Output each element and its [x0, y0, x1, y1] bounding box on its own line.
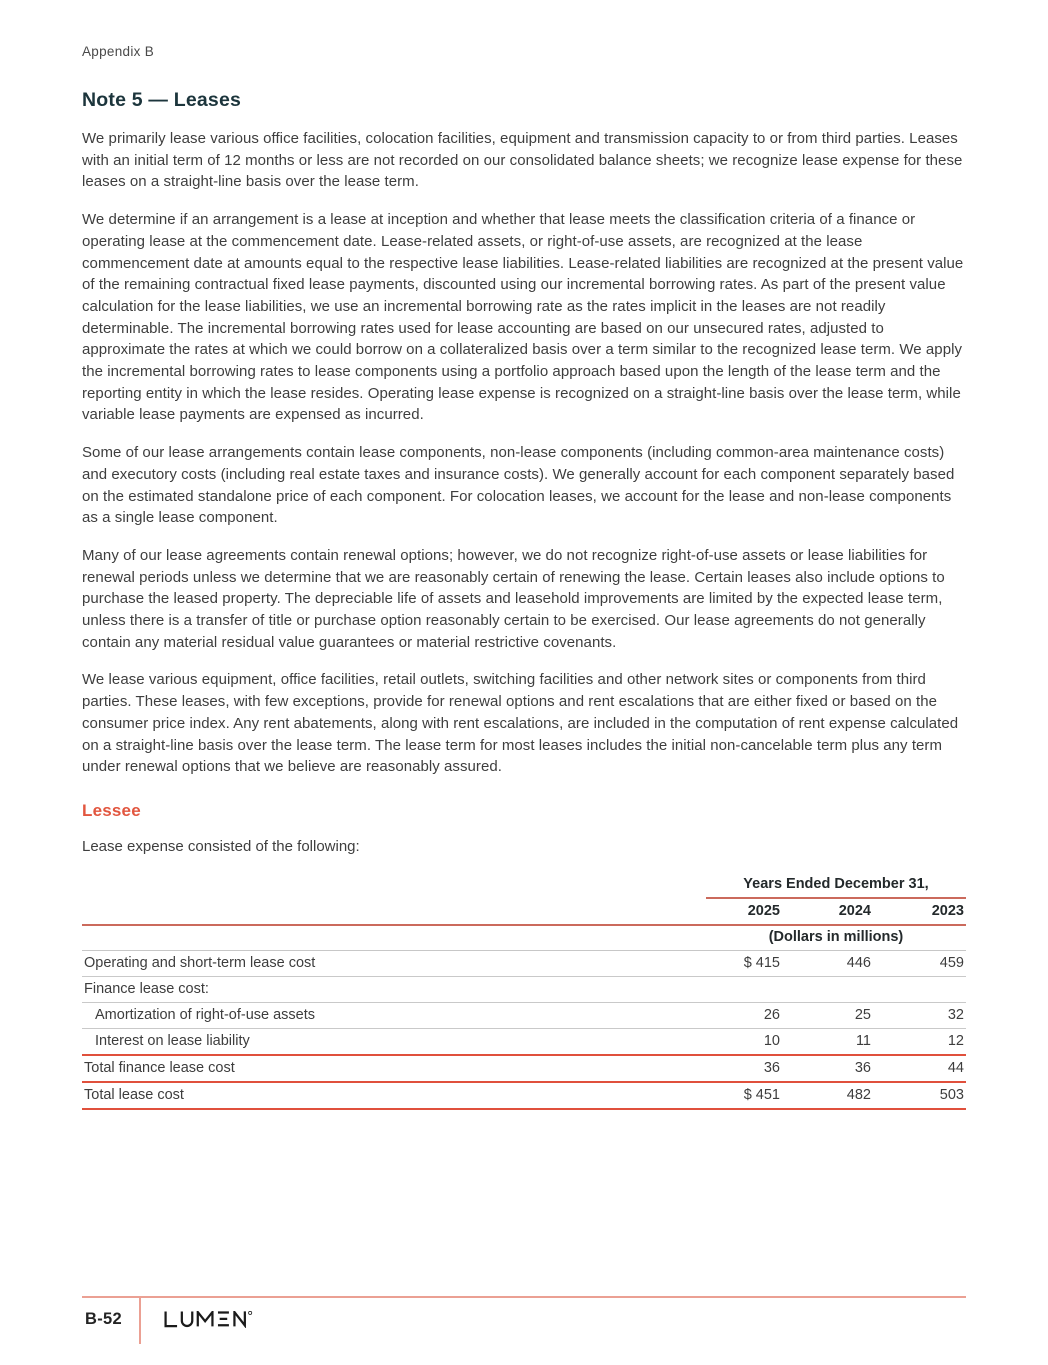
appendix-label: Appendix B — [82, 44, 155, 59]
value: 482 — [846, 1086, 871, 1103]
value: 10 — [763, 1032, 780, 1049]
table-row-finance-lease-cost-header — [82, 977, 966, 1003]
paragraph-lease-components: Some of our lease arrangements contain lease components, non-lease components (including common-area maintenance costs) and executory costs (including real estate taxes and insurance costs). We generally account for each component separately based on the estimated standalone price of each component. For colocation leases, we account for the lease and non-lease components as a single lease component. — [82, 444, 955, 527]
paragraph-renewal-options: Many of our lease agreements contain renewal options; however, we do not recognize right-of-use assets or lease liabilities for renewal periods unless we determine that we are reasonably certain of renewing the lease. Certain leases also include options to purchase the leased property. The depreciable life of assets and leasehold improvements are limited by the expected lease term, unless there is a transfer of title or purchase option reasonably certain to be exercised. Our lease agreements do not generally contain any material residual value guarantees or material restrictive covenants. — [82, 546, 945, 651]
row-value-2023 — [873, 1056, 966, 1081]
value: 446 — [846, 954, 871, 971]
row-value-2025 — [690, 1029, 782, 1054]
row-label: Interest on lease liability — [95, 1032, 250, 1049]
row-label: Amortization of right-of-use assets — [95, 1006, 316, 1023]
row-value-2024 — [782, 1056, 873, 1081]
lease-expense-table — [82, 876, 966, 1110]
page-footer — [82, 1296, 966, 1344]
value: 11 — [855, 1032, 871, 1049]
note-title: Note 5 — Leases — [82, 89, 242, 111]
lumen-logo — [141, 1298, 258, 1344]
row-value-2024 — [782, 1029, 873, 1054]
row-value-2025 — [690, 951, 782, 976]
row-label: Finance lease cost: — [84, 980, 209, 997]
units-note: (Dollars in millions) — [768, 928, 904, 945]
table-row-amortization — [82, 1003, 966, 1029]
row-value-2024 — [782, 951, 873, 976]
row-value-2023 — [873, 985, 966, 994]
row-label: Operating and short-term lease cost — [84, 954, 316, 971]
year-column-2024: 2024 — [838, 902, 871, 919]
value: 459 — [939, 954, 964, 971]
year-header-spacer — [82, 907, 690, 916]
table-units-row — [82, 926, 966, 951]
row-label: Total lease cost — [84, 1086, 184, 1103]
table-row-interest — [82, 1029, 966, 1056]
currency-symbol: $ — [743, 954, 752, 971]
row-value-2023 — [873, 951, 966, 976]
value: 503 — [939, 1086, 964, 1103]
table-row-total-finance — [82, 1056, 966, 1083]
row-value-2024 — [782, 1003, 873, 1028]
value: 44 — [947, 1059, 964, 1076]
row-value-2023 — [873, 1083, 966, 1108]
footer-inner — [82, 1298, 966, 1344]
row-value-2025 — [690, 1003, 782, 1028]
page-content — [82, 0, 966, 1110]
value: 12 — [947, 1032, 964, 1049]
year-column-2023: 2023 — [931, 902, 964, 919]
value: 25 — [854, 1006, 871, 1023]
row-value-2025 — [690, 1083, 782, 1108]
row-label: Total finance lease cost — [84, 1059, 235, 1076]
value: 36 — [763, 1059, 780, 1076]
table-row-total-lease-cost — [82, 1083, 966, 1110]
page-number: B-52 — [85, 1309, 122, 1328]
currency-symbol: $ — [743, 1086, 752, 1103]
row-value-2025 — [690, 1056, 782, 1081]
value: 415 — [755, 954, 780, 971]
lumen-logo-icon — [162, 1311, 258, 1328]
row-value-2023 — [873, 1003, 966, 1028]
table-header-group: Years Ended December 31, — [706, 876, 966, 899]
value: 32 — [947, 1006, 964, 1023]
row-value-2025 — [690, 985, 782, 994]
paragraph-lease-overview: We primarily lease various office facilities, colocation facilities, equipment and transmission capacity to or from third parties. Leases with an initial term of 12 months or less are not recorded on our consolidated balance sheets; we recognize lease expense for these leases on a straight-line basis over the lease term. — [82, 130, 963, 191]
row-value-2024 — [782, 985, 873, 994]
table-year-header-row — [82, 899, 966, 926]
table-intro-text: Lease expense consisted of the following: — [82, 837, 360, 855]
value: 451 — [755, 1086, 780, 1103]
row-value-2023 — [873, 1029, 966, 1054]
table-row-operating-lease-cost — [82, 951, 966, 977]
paragraph-lease-classification: We determine if an arrangement is a lease at inception and whether that lease meets the classification criteria of a finance or operating lease at the commencement date. Lease-related assets, or right-of-use assets, are recognized at the lease commencement date at amounts equal to the respective lease liabilities. Lease-related liabilities are recognized at the present value of the remaining contractual fixed lease payments, discounted using our incremental borrowing rates. As part of the present value calculation for the lease liabilities, we use an incremental borrowing rate as the rates implicit in the leases are not readily determinable. The incremental borrowing rates used for lease accounting are based on our unsecured rates, adjusted to approximate the rates at which we could borrow on a collateralized basis over a term similar to the recognized lease term. We apply the incremental borrowing rates to lease components using a portfolio approach based upon the length of the lease term and the reporting entity in which the lease resides. Operating lease expense is recognized on a straight-line basis over the lease term, while variable lease payments are expensed as incurred. — [82, 211, 964, 424]
year-column-2025: 2025 — [747, 902, 780, 919]
row-value-2024 — [782, 1083, 873, 1108]
lessee-section-heading: Lessee — [82, 800, 141, 820]
value: 36 — [854, 1059, 871, 1076]
value: 26 — [763, 1006, 780, 1023]
paragraph-leased-equipment: We lease various equipment, office facilities, retail outlets, switching facilities and other network sites or components from third parties. These leases, with few exceptions, provide for renewal options and rent escalations that are either fixed or based on the consumer price index. Any rent abatements, along with rent escalations, are included in the computation of rent expense calculated on a straight-line basis over the lease term. The lease term for most leases includes the initial non-cancelable term plus any term under renewal options that we believe are reasonably assured. — [82, 671, 959, 776]
